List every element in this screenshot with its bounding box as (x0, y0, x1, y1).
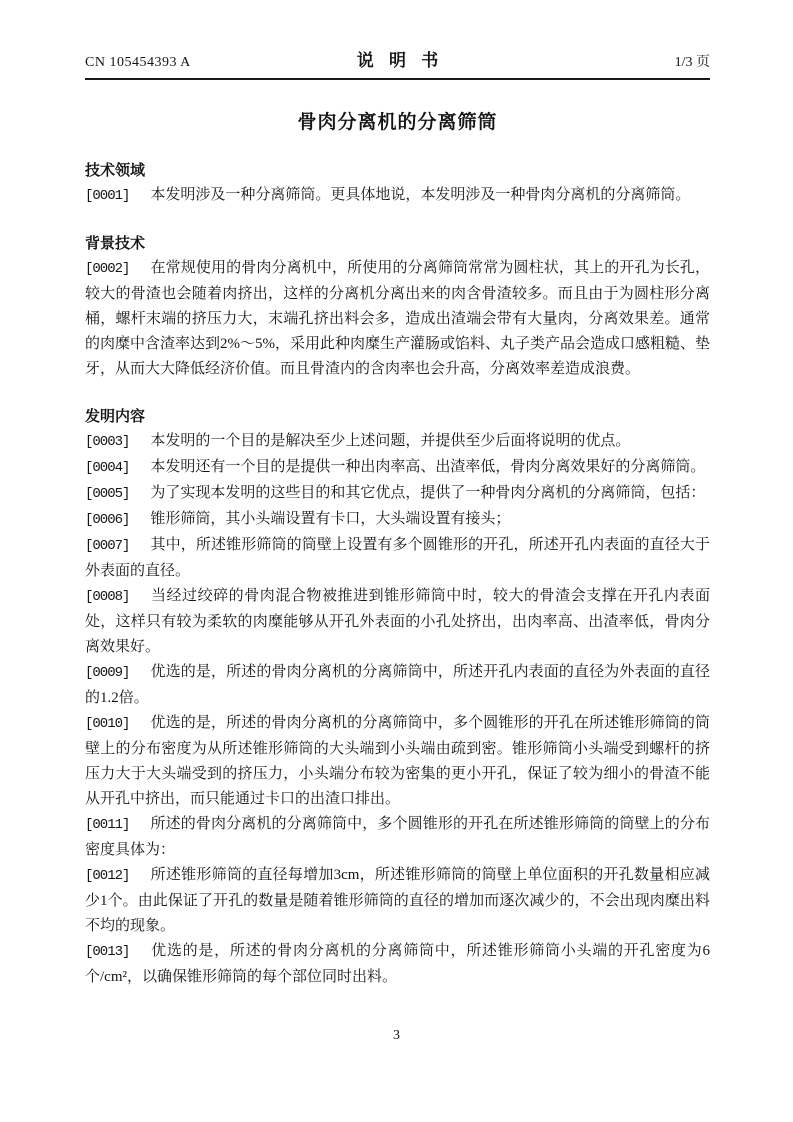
section-summary-of-invention (85, 405, 710, 990)
paragraph-0009 (85, 660, 710, 711)
section-heading-technical-field: 技术领域 (85, 162, 146, 179)
paragraph-number: [0003] (85, 434, 130, 450)
section-heading-background-art: 背景技术 (85, 235, 146, 252)
paragraph-number: [0009] (85, 665, 130, 681)
document-type-heading: 说明书 (356, 51, 454, 70)
paragraph-0012 (85, 863, 710, 939)
paragraph-text: 优选的是，所述的骨肉分离机的分离筛筒中，所述开孔内表面的直径为外表面的直径的1.2倍。 (85, 664, 710, 706)
page-number: 3 (393, 1028, 400, 1043)
section-heading-summary: 发明内容 (85, 408, 146, 425)
paragraph-number: [0004] (85, 460, 130, 476)
paragraph-text: 在常规使用的骨肉分离机中，所使用的分离筛筒常常为圆柱状，其上的开孔为长孔，较大的骨渣也会随着肉挤出，这样的分离机分离出来的肉含骨渣较多。而且由于为圆柱形分离桶，螺杆末端的挤压力大，末端孔挤出料会多，造成出渣端会带有大量肉，分离效果差。通常的肉糜中含渣率达到2%～5%，采用此种肉糜生产灌肠或馅料、丸子类产品会造成口感粗糙、垫牙，从而大大降低经济价值。而且骨渣内的含肉率也会升高，分离效率差造成浪费。 (85, 260, 710, 377)
paragraph-number: [0007] (85, 538, 130, 554)
publication-number: CN 105454393 A (85, 55, 191, 70)
paragraph-number: [0013] (85, 944, 130, 960)
paragraph-0005 (85, 481, 710, 507)
paragraph-number: [0005] (85, 486, 130, 502)
paragraph-text: 本发明的一个目的是解决至少上述问题，并提供至少后面将说明的优点。 (150, 433, 631, 449)
paragraph-text: 优选的是，所述的骨肉分离机的分离筛筒中，多个圆锥形的开孔在所述锥形筛筒的筒壁上的分布密度为从所述锥形筛筒的大头端到小头端由疏到密。锥形筛筒小头端受到螺杆的挤压力大于大头端受到的挤压力，小头端分布较为密集的更小开孔，保证了较为细小的骨渣不能从开孔中挤出，而只能通过卡口的出渣口排出。 (85, 715, 710, 807)
paragraph-text: 为了实现本发明的这些目的和其它优点，提供了一种骨肉分离机的分离筛筒，包括： (150, 485, 706, 501)
section-technical-field (85, 159, 710, 209)
paragraph-0006 (85, 507, 710, 533)
paragraph-number: [0008] (85, 589, 130, 605)
paragraph-number: [0002] (85, 261, 130, 277)
paragraph-0008 (85, 584, 710, 660)
paragraph-number: [0011] (85, 817, 130, 833)
paragraph-0013 (85, 939, 710, 990)
document-header (85, 46, 710, 80)
paragraph-0004 (85, 455, 710, 481)
paragraph-0003 (85, 429, 710, 455)
paragraph-0011 (85, 812, 710, 863)
paragraph-text: 本发明涉及一种分离筛筒。更具体地说，本发明涉及一种骨肉分离机的分离筛筒。 (150, 187, 691, 203)
paragraph-number: [0010] (85, 716, 130, 732)
paragraph-0002 (85, 256, 710, 382)
paragraph-0010 (85, 711, 710, 812)
paragraph-number: [0006] (85, 512, 130, 528)
page-footer (0, 1028, 793, 1044)
paragraph-0007 (85, 533, 710, 584)
paragraph-text: 锥形筛筒，其小头端设置有卡口，大头端设置有接头； (150, 511, 511, 527)
paragraph-text: 本发明还有一个目的是提供一种出肉率高、出渣率低，骨肉分离效果好的分离筛筒。 (150, 459, 706, 475)
paragraph-text: 优选的是，所述的骨肉分离机的分离筛筒中，所述锥形筛筒小头端的开孔密度为6个/cm²，以确保锥形筛筒的每个部位同时出料。 (85, 943, 710, 985)
invention-title: 骨肉分离机的分离筛筒 (297, 112, 498, 133)
paragraph-text: 所述锥形筛筒的直径每增加3cm，所述锥形筛筒的筒壁上单位面积的开孔数量相应减少1个。由此保证了开孔的数量是随着锥形筛筒的直径的增加而逐次减少的，不会出现肉糜出料不均的现象。 (85, 867, 710, 934)
paragraph-text: 当经过绞碎的骨肉混合物被推进到锥形筛筒中时，较大的骨渣会支撑在开孔内表面处，这样只有较为柔软的肉糜能够从开孔外表面的小孔处挤出，出肉率高、出渣率低，骨肉分离效果好。 (85, 588, 710, 655)
section-background-art (85, 232, 710, 382)
paragraph-number: [0001] (85, 188, 130, 204)
paragraph-text: 所述的骨肉分离机的分离筛筒中，多个圆锥形的开孔在所述锥形筛筒的筒壁上的分布密度具体为： (85, 816, 710, 858)
paragraph-number: [0012] (85, 868, 130, 884)
page-indicator: 1/3 页 (674, 55, 710, 70)
paragraph-0001 (85, 183, 710, 209)
paragraph-text: 其中，所述锥形筛筒的筒壁上设置有多个圆锥形的开孔，所述开孔内表面的直径大于外表面的直径。 (85, 537, 710, 579)
